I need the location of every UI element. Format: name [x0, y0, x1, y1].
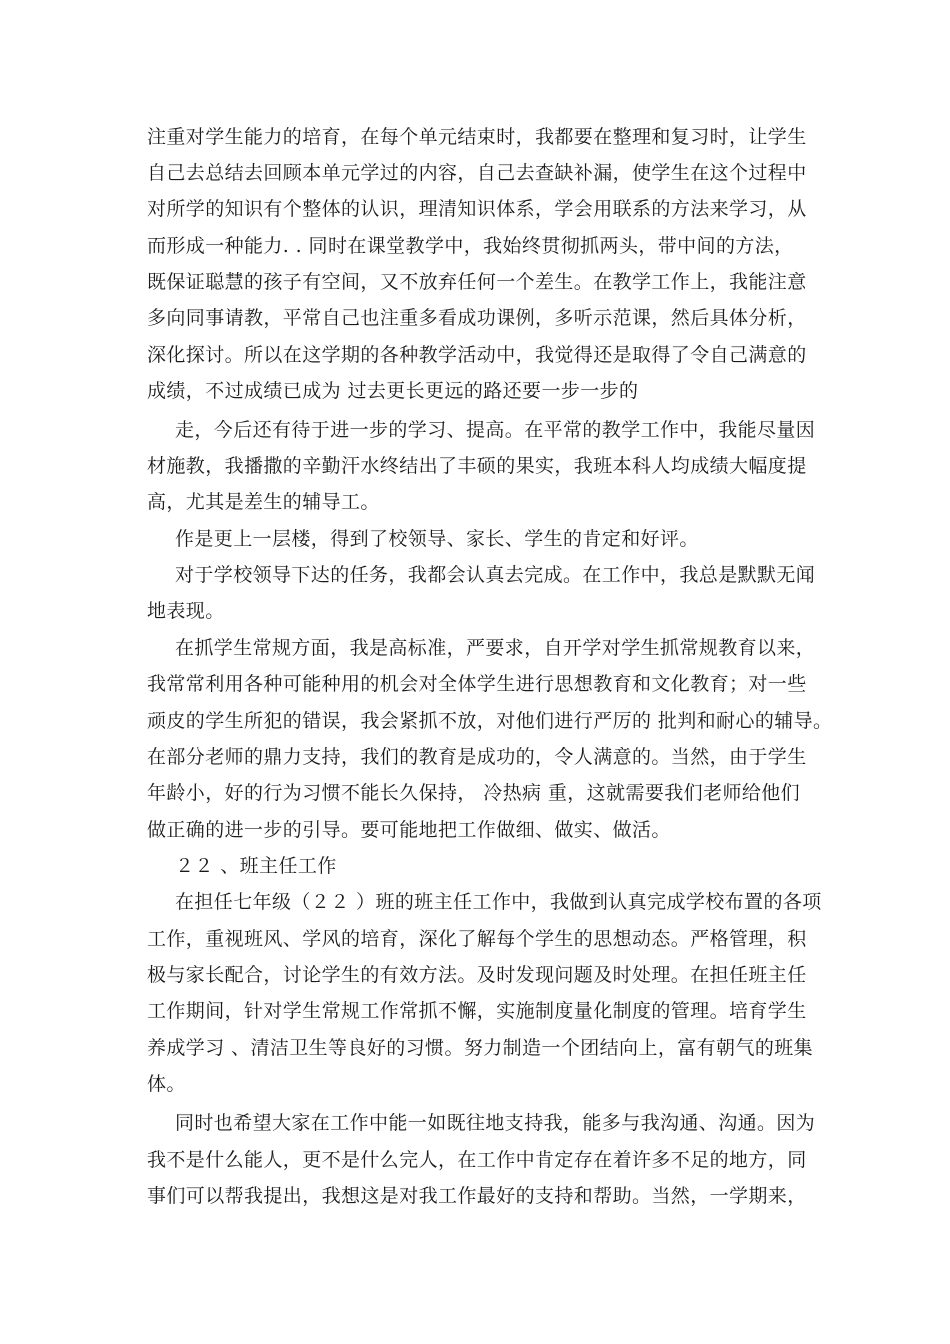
text-line: 工作期间，针对学生常规工作常抓不懈，实施制度量化制度的管理。培育学生 [147, 1000, 807, 1022]
text-line: 在部分老师的鼎力支持，我们的教育是成功的，令人满意的。当然，由于学生 [147, 746, 807, 768]
text-line: 多向同事请教，平常自己也注重多看成功课例，多听示范课，然后具体分析， [147, 307, 807, 329]
text-line: 顽皮的学生所犯的错误，我会紧抓不放，对他们进行严厉的 批判和耐心的辅导。 [147, 710, 833, 732]
text-line: 在抓学生常规方面，我是高标准，严要求，自开学对学生抓常规教育以来， [175, 637, 816, 659]
text-line: 而形成一种能力. . 同时在课堂教学中，我始终贯彻抓两头，带中间的方法， [147, 235, 794, 257]
text-line: 事们可以帮我提出，我想这是对我工作最好的支持和帮助。当然，一学期来， [147, 1185, 807, 1207]
text-line: 材施教，我播撒的辛勤汗水终结出了丰硕的果实，我班本科人均成绩大幅度提 [147, 455, 807, 477]
text-line: 年龄小，好的行为习惯不能长久保持， 冷热病 重，这就需要我们老师给他们 [147, 782, 801, 804]
text-line: 深化探讨。所以在这学期的各种教学活动中，我觉得还是取得了令自己满意的 [147, 344, 807, 366]
text-line: 体。 [147, 1073, 186, 1095]
text-line: 我不是什么能人，更不是什么完人，在工作中肯定存在着许多不足的地方，同 [147, 1149, 807, 1171]
text-line: 在担任七年级（２２ ）班的班主任工作中，我做到认真完成学校布置的各项 [175, 891, 822, 913]
text-line: 我常常利用各种可能种用的机会对全体学生进行思想教育和文化教育；对一些 [147, 673, 807, 695]
text-line: 自己去总结去回顾本单元学过的内容，自己去查缺补漏，使学生在这个过程中 [147, 162, 807, 184]
text-line: 同时也希望大家在工作中能一如既往地支持我，能多与我沟通、沟通。因为 [175, 1112, 816, 1134]
text-line: 作是更上一层楼，得到了校领导、家长、学生的肯定和好评。 [175, 528, 699, 550]
text-line: 成绩，不过成绩已成为 过去更长更远的路还要一步一步的 [147, 380, 639, 402]
text-line: 工作，重视班风、学风的培育，深化了解每个学生的思想动态。严格管理，积 [147, 928, 807, 950]
text-line: 做正确的进一步的引导。要可能地把工作做细、做实、做活。 [147, 819, 671, 841]
text-line: 对所学的知识有个整体的认识，理清知识体系，学会用联系的方法来学习，从 [147, 198, 807, 220]
text-line: 走，今后还有待于进一步的学习、提高。在平常的教学工作中，我能尽量因 [175, 419, 816, 441]
text-line: 注重对学生能力的培育，在每个单元结束时，我都要在整理和复习时，让学生 [147, 126, 807, 148]
text-line: 高，尤其是差生的辅导工。 [147, 491, 380, 513]
text-line: 对于学校领导下达的任务，我都会认真去完成。在工作中，我总是默默无闻 [175, 564, 816, 586]
text-line: 地表现。 [147, 600, 225, 622]
text-line: 极与家长配合，讨论学生的有效方法。及时发现问题及时处理。在担任班主任 [147, 964, 807, 986]
text-line: 养成学习 、清洁卫生等良好的习惯。努力制造一个团结向上，富有朝气的班集 [147, 1037, 814, 1059]
text-line: 既保证聪慧的孩子有空间，又不放弃任何一个差生。在教学工作上，我能注意 [147, 271, 807, 293]
section-heading: ２２ 、班主任工作 [175, 855, 337, 877]
